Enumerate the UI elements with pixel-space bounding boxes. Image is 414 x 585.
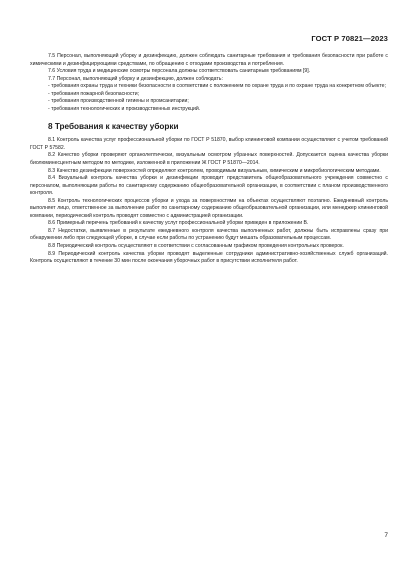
paragraph: 8.6 Примерный перечень требований к качеству услуг профессиональной уборки приведен в приложении В.	[48, 220, 309, 227]
page-number: 7	[384, 532, 388, 539]
paragraph: 7.7 Персонал, выполняющий уборку и дезинфекцию, должен соблюдать:	[48, 75, 223, 82]
paragraph: 8.8 Периодический контроль осуществляют в соответствии с согласованным графиком проведения контрольных проверок.	[48, 243, 344, 250]
paragraph: 8.4 Визуальный контроль качества уборки и дезинфекции проводит представитель общеобразовательного учреждения совместно с персоналом, выполняющим работы по санитарному содержанию общеобразовательной организации, в соответствии с планом производственного контроля.	[30, 175, 388, 197]
paragraph: 7.6 Условия труда и медицинские осмотры персонала должны соответствовать санитарным требованиям [9].	[48, 68, 311, 75]
page-body	[30, 53, 388, 266]
standard-number: ГОСТ Р 70821—2023	[311, 34, 388, 43]
paragraph: 7.5 Персонал, выполняющий уборку и дезинфекцию, должен соблюдать санитарные требования и требования безопасности при работе с химическими и дезинфицирующими средствами, по обращению с отходами производства и потребления.	[30, 53, 388, 67]
paragraph: 8.5 Контроль технологических процессов уборки и ухода за поверхностями на объектах осуществляют поэтапно. Ежедневный контроль выполняет лицо, ответственное за выполнение работ по санитарному содержанию общеобразовательной организации, или менеджер клининговой компании, периодический контроль проводят совместно с администрацией организации.	[30, 197, 388, 219]
list-item: - требования пожарной безопасности;	[48, 90, 140, 97]
list-item: - требования охраны труда и техники безопасности в соответствии с положением по охране труда и по охране труда на конкретном объекте;	[48, 83, 386, 90]
section-heading: 8 Требования к качеству уборки	[48, 122, 179, 132]
paragraph: 8.9 Периодический контроль качества уборки проводят выделенные сотрудники административно-хозяйственных служб организаций. Контроль осуществляют в течение 30 мин после окончания уборочных работ в присутствии исполнителя работ.	[30, 250, 388, 265]
list-item: - требования технологических и производственных инструкций.	[48, 105, 201, 112]
paragraph: 8.7 Недостатки, выявленные в результате ежедневного контроля качества выполненных работ, должны быть исправлены сразу при обнаружении либо при следующей уборке, в случае если работы по устранению будут мешать образовательным процессам.	[30, 227, 388, 242]
paragraph: 8.3 Качество дезинфекции поверхностей определяют контролем, проводимым визуальным, химическим и микробиологическим методами.	[48, 167, 381, 174]
paragraph: 8.2 Качество уборки проверяют органолептически, визуальным осмотром убранных поверхностей. Допускается оценка качества уборки биолюминесцентным методом по методике, изложенной в приложении Ж ГОСТ Р 51870—2014.	[30, 152, 388, 167]
paragraph: 8.1 Контроль качества услуг профессиональной уборки по ГОСТ Р 51870, выбор клининговой компании осуществляют с учетом требований ГОСТ Р 57582.	[30, 137, 388, 151]
list-item: - требования производственной гигиены и промсанитарии;	[48, 98, 189, 105]
